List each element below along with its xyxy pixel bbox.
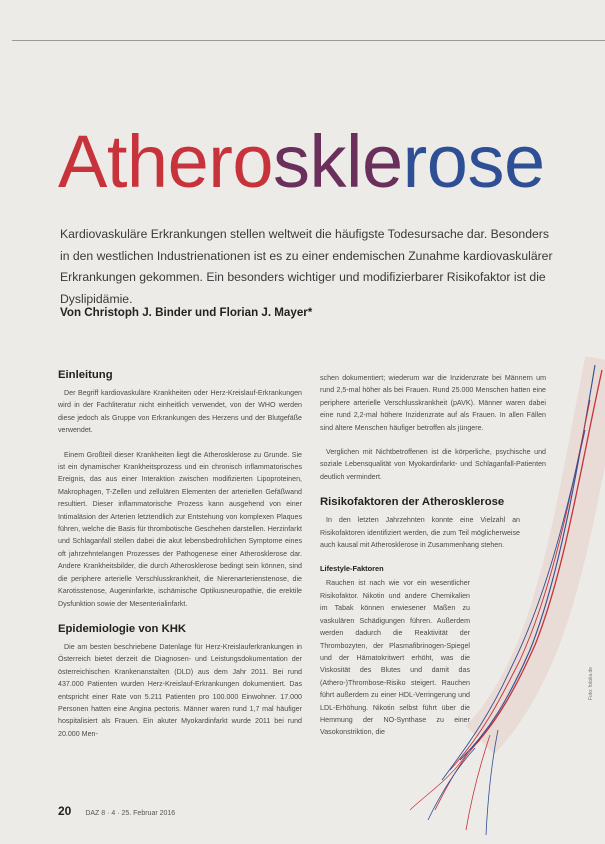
title-part-athero: Athero	[58, 120, 274, 203]
paragraph: Rauchen ist nach wie vor ein wesentlicher Risikofaktor. Nikotin und andere Chemikalien im Tabak können erwiesener Maßen zu vaskulären Schädigungen führen. Außerdem werden dadurch die Reaktivität der Thrombozyten, der Plasmafibrinogen-Spiegel und der Hämatokritwert erhöht, was die Viskosität des Blutes und damit das (Athero-)Thrombose-Risiko steigert. Rauchen führt außerdem zu einer HDL-Verringerung und LDL-Erhöhung. Nikotin selbst führt über die Hemmung der NO-Synthase zu einer Vasokonstriktion, die	[320, 579, 470, 737]
title-part-rose: rose	[402, 120, 545, 203]
page-number: 20	[58, 804, 72, 818]
paragraph: Verglichen mit Nichtbetroffenen ist die körperliche, psychische und soziale Lebensqualität von Myokardinfarkt- und Schlaganfall-Patienten deutlich vermindert.	[320, 448, 546, 481]
title-part-skle: skle	[273, 120, 403, 203]
heading-einleitung: Einleitung	[58, 369, 113, 381]
issue-info: DAZ 8 · 4 · 25. Februar 2016	[85, 810, 176, 817]
heading-risikofaktoren: Risikofaktoren der Atherosklerose	[320, 496, 505, 509]
heading-lifestyle: Lifestyle-Faktoren	[320, 564, 384, 574]
top-rule	[12, 40, 605, 41]
lead-paragraph: Kardiovaskuläre Erkrankungen stellen weltweit die häufigste Todesursache dar. Besonders in den westlichen Industrienationen ist es zu einer endemischen Zunahme kardiovaskulärer Erkrankungen gekommen. Ein besonders wichtiger und modifizierbarer Risikofaktor ist die Dyslipidämie.	[60, 227, 553, 306]
arm-vessel-illustration	[380, 340, 605, 844]
heading-epidemiologie: Epidemiologie von KHK	[58, 622, 187, 635]
paragraph: Der Begriff kardiovaskuläre Krankheiten oder Herz-Kreislauf-Erkrankungen wird in der Fachliteratur nicht einheitlich verwendet, von der WHO werden diese jedoch als Gruppe von Erkrankungen des Herzens und der Blutgefäße verwendet.	[58, 389, 302, 435]
article-title	[58, 122, 598, 202]
paragraph: Die am besten beschriebene Datenlage für Herz-Kreislauferkrankungen in Österreich bietet derzeit die Diagnosen- und Leistungsdokumentation der österreichischen Krankenanstalten (DLD) aus dem Jahr 2011. Bei rund 437.000 Patienten wurden Herz-Kreislauf-Erkrankungen dokumentiert. Das entspricht einer Rate von 5.211 Patienten pro 100.000 Einwohner. 17.000 Personen hatten eine Angina pectoris. Männer waren rund 1,7 mal häufiger hospitalisiert als Frauen. Ein akuter Myokardinfarkt wurde 2011 bei rund 20.000 Men-	[58, 642, 302, 738]
paragraph: In den letzten Jahrzehnten konnte eine Vielzahl an Risikofaktoren identifiziert werden, die zum Teil möglicherweise auch kausal mit Atherosklerose in Zusammenhang stehen.	[320, 516, 520, 550]
left-column	[58, 368, 302, 752]
paragraph: Einem Großteil dieser Krankheiten liegt die Atherosklerose zu Grunde. Sie ist ein dynamischer Krankheitsprozess und ein chronisch inflammatorisches Ereignis, das aus einer Interaktion zwischen modifizierten Lipoproteinen, Makrophagen, T-Zellen und zellulären Elementen der arteriellen Gefäßwand resultiert. Dieser inflammatorische Prozess kann ausgehend von einer Intimaläsion der Arterien letztendlich zur Entstehung von komplexen Plaques führen, welche die Basis für thrombotische Geschehen darstellen. Herzinfarkt und Schlaganfall stellen dabei die akut lebensbedrohlichen Symptome eines oft jahrzehntelangen Prozesses der Pathogenese einer Atherosklerose dar. Andere Krankheitsbilder, die durch Atherosklerose bedingt sein können, sind die periphere arterielle Verschlusskrankheit, die Nierenarterienstenose, die Karotisstenose, Augeninfarkte, ischämische Optikusneuropathie, die erektile Dysfunktion sowie der Mesenterialinfarkt.	[58, 450, 302, 608]
authors-line: Von Christoph J. Binder und Florian J. Mayer*	[60, 306, 313, 319]
paragraph: schen dokumentiert; wiederum war die Inzidenzrate bei Männern um rund 2,5-mal höher als bei Frauen. Rund 25.000 Menschen hatten eine periphere arterielle Verschlusskrankheit (pAVK). Männer waren dabei eine rund 2,2-mal höhere Inzidenzrate auf als Frauen. In allen Fällen sind ältere Menschen häufiger betroffen als jüngere.	[320, 374, 546, 432]
photo-credit: Foto: fotolia.de	[588, 666, 594, 700]
page-footer	[58, 804, 358, 818]
